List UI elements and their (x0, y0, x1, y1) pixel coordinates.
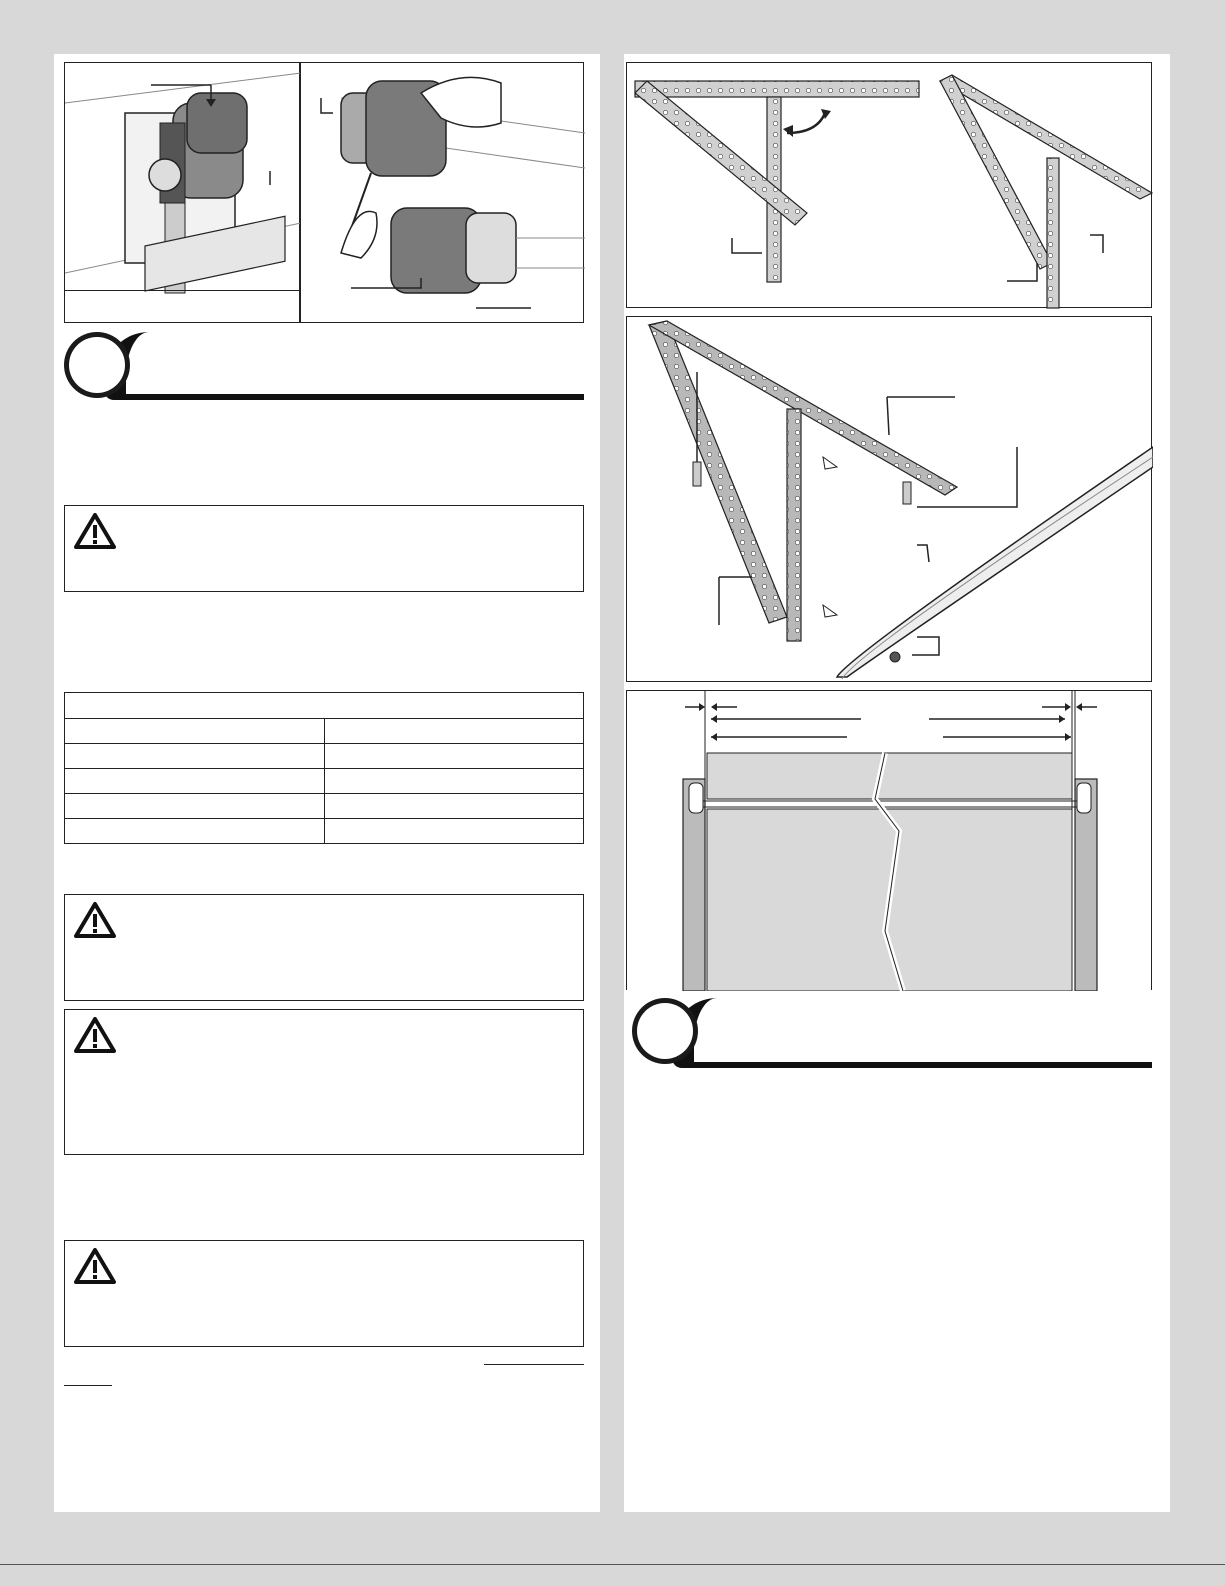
warning-box (64, 505, 584, 592)
table-cell (65, 794, 325, 819)
table-cell (65, 769, 325, 794)
step-circle-icon (64, 332, 130, 398)
table-cell (324, 794, 584, 819)
step-header (64, 332, 584, 404)
figure-spring-drum-bracket (64, 62, 300, 323)
table-cell (65, 819, 325, 844)
figure-drum-removal (300, 62, 584, 323)
warning-triangle-icon (73, 1016, 117, 1054)
drum-removal-illustration (301, 63, 585, 324)
bottom-strip (0, 1564, 1225, 1586)
table-cell (324, 769, 584, 794)
figure-header-bracket-mount (626, 316, 1152, 682)
bracket-assembly-illustration (627, 63, 1153, 309)
warning-box (64, 1240, 584, 1347)
step-bar (672, 998, 1152, 1068)
step-header (632, 998, 1152, 1074)
spring-drum-bracket-illustration (65, 63, 301, 324)
table-cell (65, 744, 325, 769)
underline-mark (484, 1364, 584, 1365)
warning-triangle-icon (73, 512, 117, 550)
figure-caption-bar (64, 290, 300, 324)
table-header (65, 693, 584, 719)
table-cell (324, 744, 584, 769)
table-cell (324, 819, 584, 844)
left-page (54, 54, 600, 1512)
underline-mark (64, 1385, 112, 1386)
step-bar (104, 332, 584, 400)
figure-door-center-measurement (626, 690, 1152, 990)
figure-bracket-assembly (626, 62, 1152, 308)
warning-triangle-icon (73, 1247, 117, 1285)
table-cell (324, 719, 584, 744)
warning-box (64, 894, 584, 1001)
header-bracket-mount-illustration (627, 317, 1153, 683)
warning-triangle-icon (73, 901, 117, 939)
door-center-measurement-illustration (627, 691, 1153, 991)
specification-table (64, 692, 584, 844)
warning-box (64, 1009, 584, 1155)
right-page (624, 54, 1170, 1512)
step-circle-icon (632, 998, 698, 1064)
table-cell (65, 719, 325, 744)
